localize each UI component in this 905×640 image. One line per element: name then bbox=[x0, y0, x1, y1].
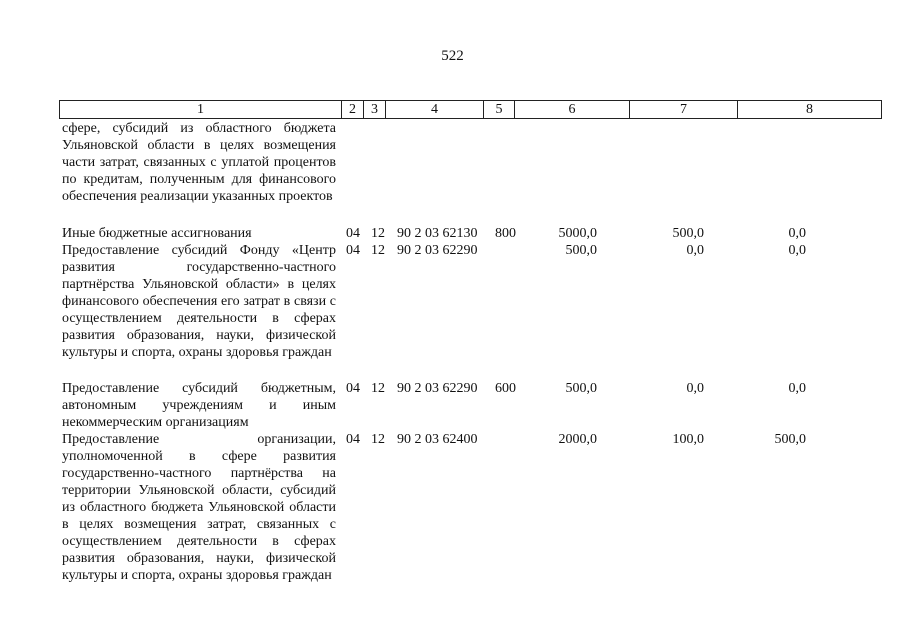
header-row bbox=[60, 101, 882, 119]
cell-target-code: 90 2 03 62290 bbox=[397, 381, 478, 396]
cell-subsection: 12 bbox=[371, 381, 385, 396]
row-description: Предоставление организации, уполномоченной в сфере развития государственно-частного партнёрства на территории Ульяновской области, субсидий из областного бюджета Ульяновской области в целях возмещения затрат, связанных с осуществлением деятельности в сферах развития образования, науки, физической культуры и спорта, охраны здоровья граждан bbox=[62, 432, 336, 583]
header-col-8: 8 bbox=[738, 101, 882, 119]
cell-amount-7: 0,0 bbox=[686, 381, 704, 396]
header-col-1: 1 bbox=[60, 101, 342, 119]
cell-amount-8: 500,0 bbox=[774, 432, 806, 447]
cell-amount-6: 500,0 bbox=[565, 381, 597, 396]
cell-target-code: 90 2 03 62290 bbox=[397, 243, 478, 258]
row-description: Предоставление субсидий бюджетным, автономным учреждениям и иным некоммерческим организациям bbox=[62, 381, 336, 430]
cell-subsection: 12 bbox=[371, 243, 385, 258]
cell-expense-type: 800 bbox=[495, 226, 516, 241]
header-col-3: 3 bbox=[364, 101, 386, 119]
cell-target-code: 90 2 03 62130 bbox=[397, 226, 478, 241]
cell-subsection: 12 bbox=[371, 432, 385, 447]
column-header-table bbox=[59, 100, 882, 119]
cell-amount-8: 0,0 bbox=[788, 243, 806, 258]
header-col-6: 6 bbox=[515, 101, 630, 119]
cell-target-code: 90 2 03 62400 bbox=[397, 432, 478, 447]
header-col-5: 5 bbox=[484, 101, 515, 119]
cell-section: 04 bbox=[346, 432, 360, 447]
cell-amount-8: 0,0 bbox=[788, 226, 806, 241]
cell-section: 04 bbox=[346, 381, 360, 396]
row-description: сфере, субсидий из областного бюджета Ульяновской области в целях возмещения части затрат, связанных с уплатой процентов по кредитам, полученным для финансового обеспечения реализации указанных проектов bbox=[62, 121, 336, 204]
header-col-2: 2 bbox=[342, 101, 364, 119]
page-number: 522 bbox=[441, 48, 464, 64]
cell-amount-6: 500,0 bbox=[565, 243, 597, 258]
cell-amount-6: 5000,0 bbox=[558, 226, 597, 241]
cell-expense-type: 600 bbox=[495, 381, 516, 396]
header-col-7: 7 bbox=[630, 101, 738, 119]
cell-section: 04 bbox=[346, 226, 360, 241]
cell-amount-6: 2000,0 bbox=[558, 432, 597, 447]
cell-amount-7: 100,0 bbox=[672, 432, 704, 447]
cell-amount-8: 0,0 bbox=[788, 381, 806, 396]
cell-subsection: 12 bbox=[371, 226, 385, 241]
row-description: Иные бюджетные ассигнования bbox=[62, 226, 252, 241]
cell-section: 04 bbox=[346, 243, 360, 258]
cell-amount-7: 500,0 bbox=[672, 226, 704, 241]
cell-amount-7: 0,0 bbox=[686, 243, 704, 258]
header-col-4: 4 bbox=[386, 101, 484, 119]
row-description: Предоставление субсидий Фонду «Центр развития государственно-частного партнёрства Ульяновской области» в целях финансового обеспечения его затрат в связи с осуществлением деятельности в сферах развития образования, науки, физической культуры и спорта, охраны здоровья граждан bbox=[62, 243, 336, 360]
